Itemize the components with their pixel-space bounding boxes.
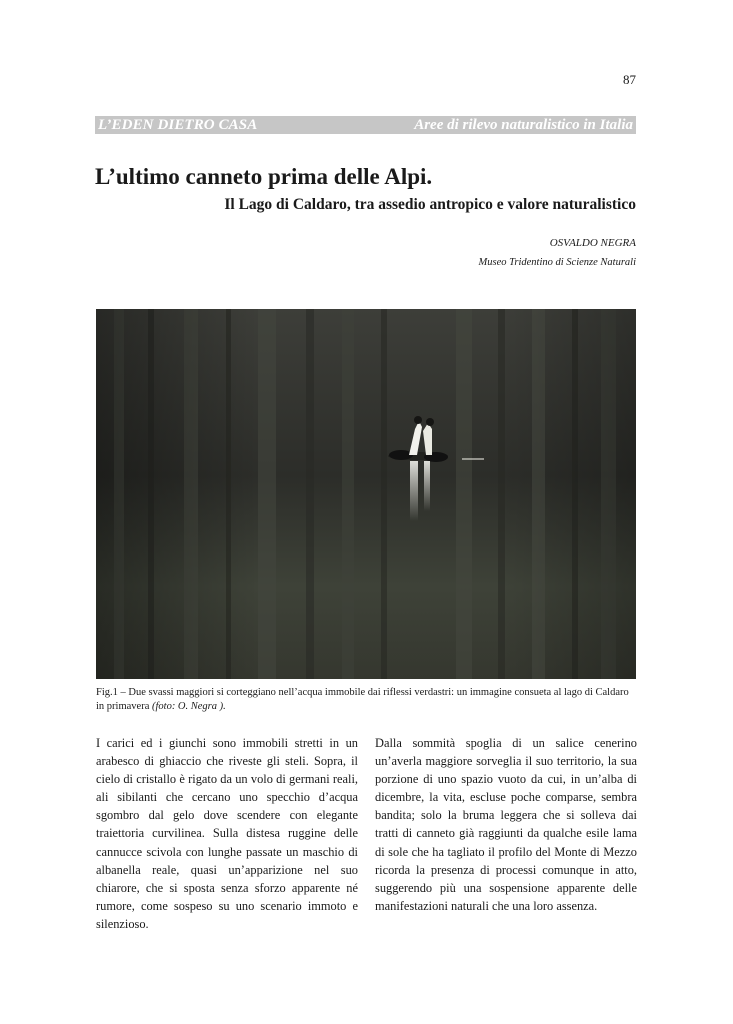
author-affiliation: Museo Tridentino di Scienze Naturali: [478, 257, 636, 268]
grebes-photo-image: [96, 309, 636, 679]
photo-credit: (foto: O. Negra ).: [151, 701, 226, 712]
body-text-column-left: I carici ed i giunchi sono immobili stretti in un arabesco di ghiaccio che riveste gli steli. Sopra, il cielo di cristallo è rigato da un volo di germani reali, ali sibilanti che cercano uno specchio d’acqua sgombro dal gelo dove scendere con elegante traiettoria curvilinea. Sulla distesa ruggine delle cannucce scivola con lunghe passate un maschio di albanella reale, quasi un’apparizione nel suo chiarore, che si sposta senza sforzo apparente né rumore, come sospeso su uno scenario immoto e silenzioso.: [96, 736, 358, 931]
figure-photo: [96, 309, 636, 679]
author-name: OSVALDO NEGRA: [549, 237, 636, 249]
article-subtitle: Il Lago di Caldaro, tra assedio antropico e valore naturalistico: [224, 196, 636, 213]
page-number: 87: [623, 72, 636, 87]
body-text-column-right: Dalla sommità spoglia di un salice cenerino un’averla maggiore sorveglia il suo territorio, la sua porzione di uno spazio vuoto da cui, in un’alba di dicembre, la vita, escluse poche comparse, sembra bandita; solo la bruma leggera che si solleva dai tratti di canneto già raggiunti da qualche esile lama di sole che ha tagliato il profilo del Monte di Mezzo ricorda la presenza di processi comunque in atto, suggerendo più una sospensione apparente delle manifestazioni naturali che una loro assenza.: [375, 736, 637, 913]
article-title: L’ultimo canneto prima delle Alpi.: [95, 164, 433, 189]
section-title: L’EDEN DIETRO CASA: [98, 117, 258, 133]
section-subtitle: Aree di rilevo naturalistico in Italia: [414, 117, 633, 133]
figure-caption: [96, 686, 636, 714]
section-header-bar: [95, 116, 636, 134]
caption-text: Fig.1 – Due svassi maggiori si corteggiano nell’acqua immobile dai riflessi verdastri: un immagine consueta al lago di Caldaro in primavera: [96, 687, 629, 712]
